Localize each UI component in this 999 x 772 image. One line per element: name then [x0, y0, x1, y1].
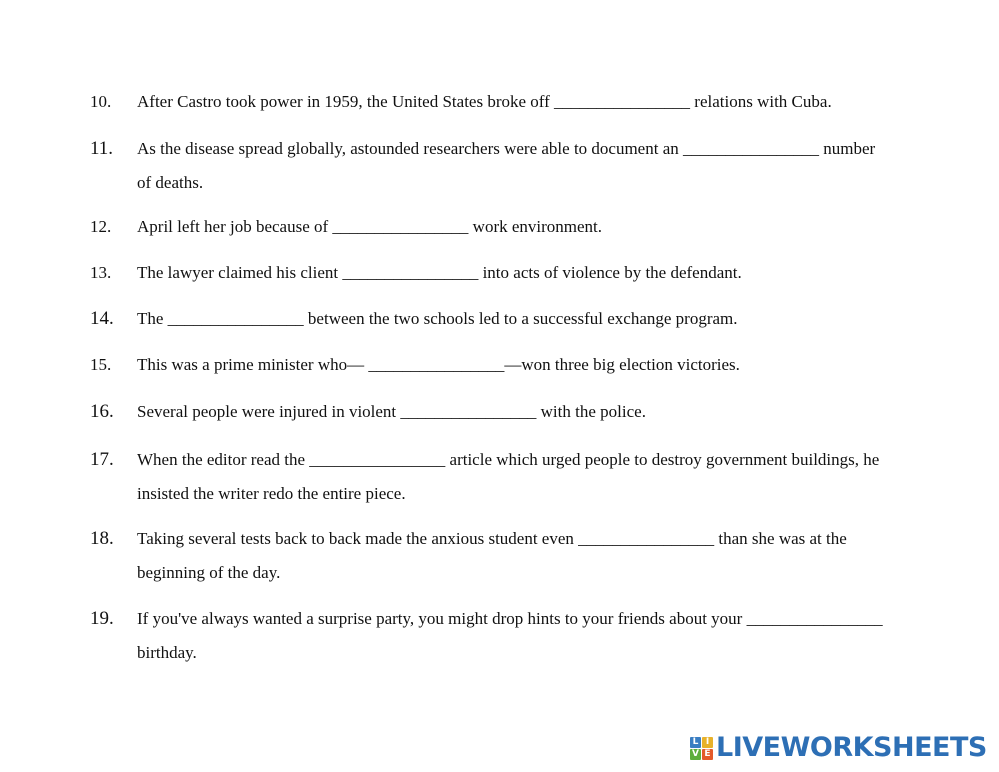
- question-number: 11.: [90, 138, 114, 159]
- question-number: 18.: [90, 528, 114, 549]
- question-text: Several people were injured in violent ________________ with the police.: [137, 402, 646, 421]
- question-number: 19.: [90, 608, 114, 629]
- question-number: 16.: [90, 401, 114, 422]
- question-number: 13.: [90, 263, 112, 282]
- question-number: 12.: [90, 217, 112, 236]
- question-number: 10.: [90, 92, 112, 111]
- question-text: The ________________ between the two schools led to a successful exchange program.: [137, 309, 738, 328]
- question-text: Taking several tests back to back made the anxious student even ________________ than she was at the beginning of the day.: [137, 529, 847, 582]
- question-text: After Castro took power in 1959, the United States broke off ________________ relations with Cuba.: [137, 92, 832, 111]
- question-number: 17.: [90, 449, 114, 470]
- question-number: 15.: [90, 355, 112, 374]
- question-text: This was a prime minister who— ________________—won three big election victories.: [137, 355, 740, 374]
- question-text: As the disease spread globally, astounded researchers were able to document an ________________ number of deaths.: [137, 139, 876, 192]
- question-text: April left her job because of ________________ work environment.: [137, 217, 603, 236]
- liveworksheets-logo: [690, 732, 987, 764]
- brand-name: LIVEWORKSHEETS: [716, 732, 987, 763]
- question-text: The lawyer claimed his client ________________ into acts of violence by the defendant.: [137, 263, 742, 282]
- question-text: If you've always wanted a surprise party, you might drop hints to your friends about your ________________ birthday.: [137, 609, 883, 662]
- live-blocks-icon: L I V E: [690, 737, 713, 760]
- question-text: When the editor read the ________________ article which urged people to destroy government buildings, he insisted the writer redo the entire piece.: [137, 450, 880, 503]
- question-number: 14.: [90, 308, 114, 329]
